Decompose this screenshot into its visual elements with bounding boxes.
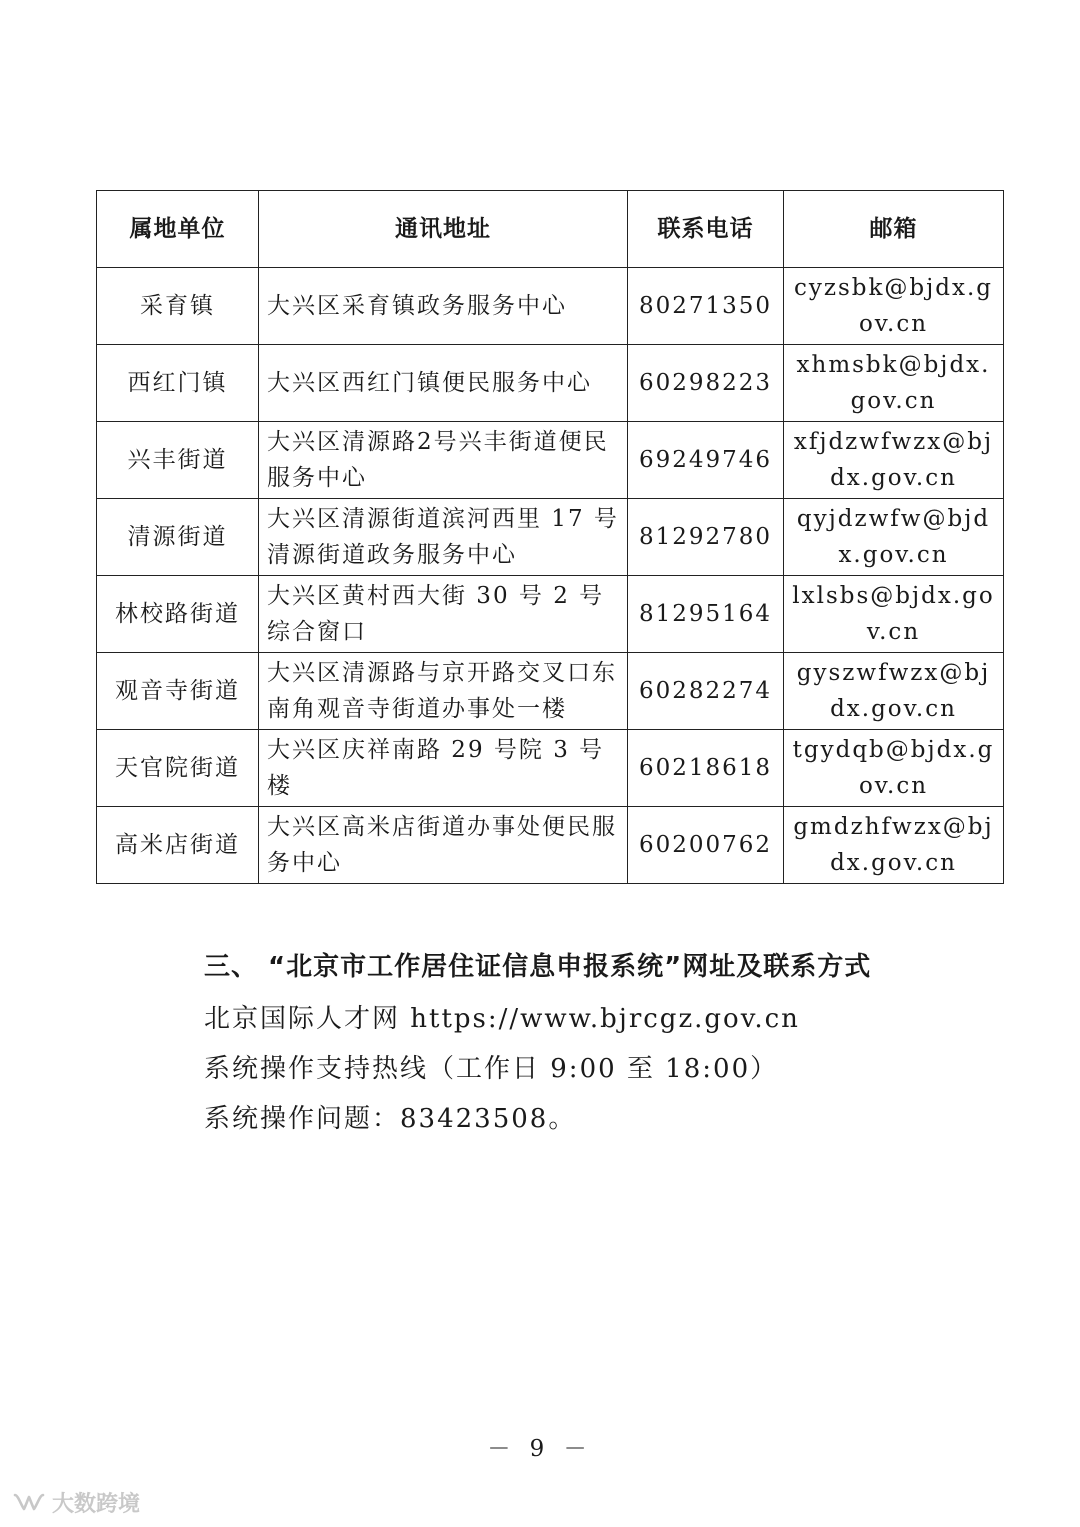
cell-address: 大兴区庆祥南路 29 号院 3 号楼 [259,730,628,807]
cell-email: xfjdzwfwzx@bjdx.gov.cn [784,422,1004,499]
watermark-text: 大数跨境 [52,1492,141,1517]
cell-email: gyszwfwzx@bjdx.gov.cn [784,653,1004,730]
cell-address: 大兴区清源街道滨河西里 17 号清源街道政务服务中心 [259,499,628,576]
header-unit: 属地单位 [97,191,259,268]
page-number: － 9 － [487,1436,593,1462]
cell-email: qyjdzwfw@bjdx.gov.cn [784,499,1004,576]
table-row [97,653,1004,730]
cell-phone: 81292780 [628,499,784,576]
cell-phone: 81295164 [628,576,784,653]
header-phone: 联系电话 [628,191,784,268]
cell-address: 大兴区清源路与京开路交叉口东南角观音寺街道办事处一楼 [259,653,628,730]
cell-email: lxlsbs@bjdx.gov.cn [784,576,1004,653]
table-header-row [97,191,1004,268]
wechat-channels-logo-icon [12,1491,46,1515]
cell-address: 大兴区高米店街道办事处便民服务中心 [259,807,628,884]
table-row [97,268,1004,345]
cell-unit: 观音寺街道 [97,653,259,730]
cell-address: 大兴区西红门镇便民服务中心 [259,345,628,422]
cell-email: tgydqb@bjdx.gov.cn [784,730,1004,807]
cell-phone: 60218618 [628,730,784,807]
cell-phone: 60200762 [628,807,784,884]
cell-unit: 西红门镇 [97,345,259,422]
watermark [12,1487,140,1518]
cell-phone: 69249746 [628,422,784,499]
cell-email: xhmsbk@bjdx.gov.cn [784,345,1004,422]
cell-unit: 采育镇 [97,268,259,345]
table-row [97,807,1004,884]
cell-unit: 高米店街道 [97,807,259,884]
cell-phone: 60298223 [628,345,784,422]
section-heading: 三、 “北京市工作居住证信息申报系统”网址及联系方式 [204,952,872,982]
cell-address: 大兴区黄村西大街 30 号 2 号综合窗口 [259,576,628,653]
contact-table [96,190,1004,884]
cell-unit: 兴丰街道 [97,422,259,499]
cell-unit: 天官院街道 [97,730,259,807]
cell-address: 大兴区采育镇政务服务中心 [259,268,628,345]
cell-unit: 林校路街道 [97,576,259,653]
table-row [97,422,1004,499]
cell-unit: 清源街道 [97,499,259,576]
cell-email: gmdzhfwzx@bjdx.gov.cn [784,807,1004,884]
header-email: 邮箱 [784,191,1004,268]
cell-email: cyzsbk@bjdx.gov.cn [784,268,1004,345]
cell-address: 大兴区清源路2号兴丰街道便民服务中心 [259,422,628,499]
table-row [97,499,1004,576]
issues-line: 系统操作问题：83423508。 [204,1104,577,1134]
table-row [97,345,1004,422]
table-row [97,576,1004,653]
cell-phone: 80271350 [628,268,784,345]
table-row [97,730,1004,807]
cell-phone: 60282274 [628,653,784,730]
website-line: 北京国际人才网 https://www.bjrcgz.gov.cn [204,1004,800,1034]
header-address: 通讯地址 [259,191,628,268]
hotline-line: 系统操作支持热线（工作日 9:00 至 18:00） [204,1054,779,1084]
section-three [204,944,1024,1144]
